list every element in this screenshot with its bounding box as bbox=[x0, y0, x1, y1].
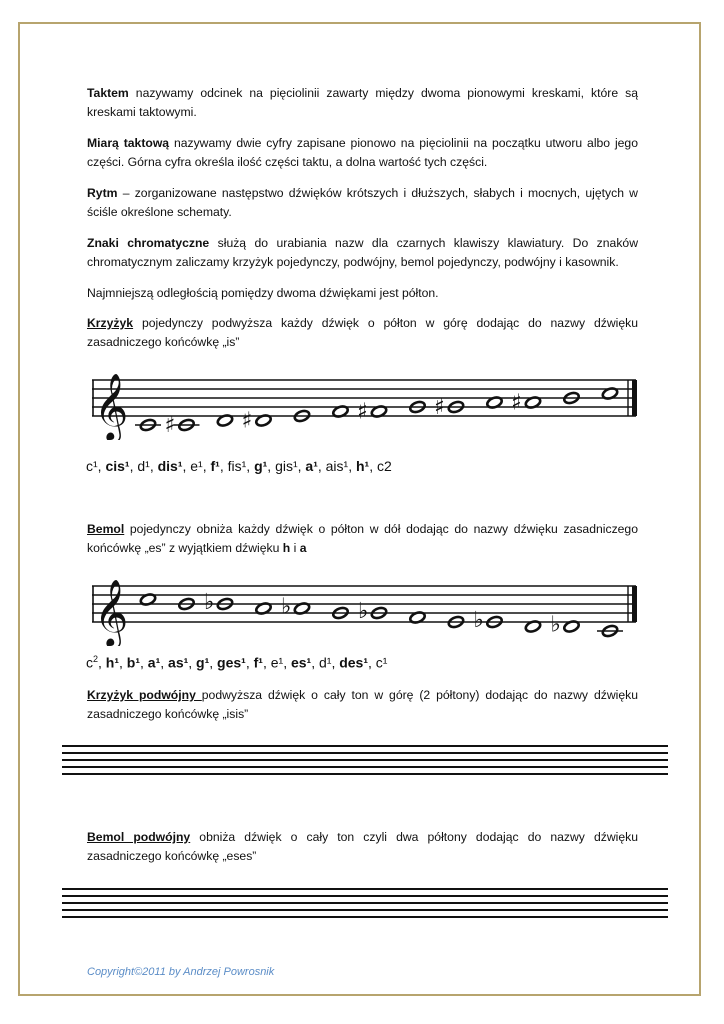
sharp-note-name: a¹ bbox=[305, 458, 318, 474]
text-taktem: nazywamy odcinek na pięciolinii zawarty między dwoma pionowymi kreskami, które są kreskami taktowymi. bbox=[87, 86, 638, 119]
sharp-note-name: h¹ bbox=[355, 458, 370, 474]
text-krzyzyk-podwojny: podwyższa dźwięk o cały ton w górę (2 półtony) dodając do nazwy dźwięku zasadniczego końcówkę „isis” bbox=[87, 688, 638, 721]
flat-note-name: f¹ bbox=[253, 654, 263, 671]
sharp-icon: ♯ bbox=[241, 408, 253, 434]
term-bemol-podwojny: Bemol podwójny bbox=[87, 830, 191, 844]
staff-line bbox=[62, 752, 668, 754]
flat-note-name: es¹ bbox=[290, 654, 312, 671]
staff-line bbox=[62, 909, 668, 911]
flat-note-name: a¹ bbox=[147, 654, 161, 671]
paragraph-krzyzyk-podwojny bbox=[87, 686, 638, 724]
flat-note-names bbox=[86, 654, 387, 671]
flat-icon: ♭ bbox=[473, 608, 484, 633]
sharp-note-name: g¹ bbox=[254, 458, 268, 474]
term-miara-taktowa: Miarą taktową bbox=[87, 136, 170, 150]
name-separator: , bbox=[182, 458, 191, 474]
flat-icon: ♭ bbox=[204, 590, 215, 615]
name-separator: , bbox=[119, 654, 127, 671]
text-polton: Najmniejszą odległością pomiędzy dwoma dźwiękami jest półton. bbox=[87, 286, 439, 300]
flat-scale-staff bbox=[92, 566, 640, 646]
sharp-note-name: c2 bbox=[376, 458, 392, 474]
text-rytm: – zorganizowane następstwo dźwięków krótszych i dłuższych, słabych i mocnych, ujętych w ściśle określone schematy. bbox=[87, 186, 638, 219]
name-separator: , bbox=[368, 654, 376, 671]
paragraph-taktem bbox=[87, 84, 638, 122]
name-separator: , bbox=[297, 458, 306, 474]
flat-note-name: b¹ bbox=[126, 654, 141, 671]
flat-note-name: g¹ bbox=[196, 654, 210, 671]
name-separator: , bbox=[331, 654, 340, 671]
sharp-icon: ♯ bbox=[511, 390, 522, 416]
text-bemol: pojedynczy obniża każdy dźwięk o półton w dół dodając do nazwy dźwięku zasadniczego końcówkę „es” z wyjątkiem dźwięku bbox=[87, 522, 638, 555]
bemol-exception-joiner: i bbox=[290, 541, 300, 555]
term-rytm: Rytm bbox=[87, 186, 118, 200]
name-separator: , bbox=[267, 458, 276, 474]
paragraph-bemol bbox=[87, 520, 638, 558]
flat-icon: ♭ bbox=[550, 612, 561, 638]
sharp-note-name: f¹ bbox=[210, 458, 220, 474]
name-separator: , bbox=[283, 654, 291, 671]
empty-staff-2 bbox=[62, 888, 668, 923]
term-krzyzyk: Krzyżyk bbox=[87, 316, 134, 330]
flat-note-name: ges¹ bbox=[217, 654, 246, 671]
term-bemol: Bemol bbox=[87, 522, 125, 536]
text-miara-taktowa: nazywamy dwie cyfry zapisane pionowo na pięciolinii na początku utworu albo jego części. Górna cyfra określa ilość części taktu, a dolna wartość tych części. bbox=[87, 136, 638, 169]
sharp-note-name: d¹ bbox=[137, 458, 150, 474]
name-separator: , bbox=[149, 458, 158, 474]
paragraph-rytm bbox=[87, 184, 638, 222]
paragraph-polton bbox=[87, 284, 638, 303]
name-separator: , bbox=[160, 654, 169, 671]
term-taktem: Taktem bbox=[87, 86, 129, 100]
name-separator: , bbox=[219, 458, 228, 474]
flat-note-name: c¹ bbox=[375, 654, 388, 671]
staff-line bbox=[62, 902, 668, 904]
flat-note-name: e¹ bbox=[270, 654, 284, 671]
name-separator: , bbox=[209, 654, 218, 671]
paragraph-bemol-podwojny bbox=[87, 828, 638, 866]
name-separator: , bbox=[129, 458, 138, 474]
paragraph-znaki-chromatyczne bbox=[87, 234, 638, 272]
name-separator: , bbox=[98, 654, 106, 671]
bemol-exception-a: a bbox=[299, 541, 307, 555]
sharp-scale-staff bbox=[92, 360, 640, 440]
sharp-icon: ♯ bbox=[357, 399, 368, 425]
text-znaki-chromatyczne: służą do urabiania nazw dla czarnych klawiszy klawiatury. Do znaków chromatycznym zaliczamy krzyżyk pojedynczy, podwójny, bemol pojedynczy, podwójny i kasownik. bbox=[87, 236, 638, 269]
sharp-note-name: cis¹ bbox=[105, 458, 130, 474]
name-separator: , bbox=[140, 654, 148, 671]
final-barline-thick bbox=[632, 380, 637, 416]
empty-staff-1 bbox=[62, 745, 668, 780]
flat-icon: ♭ bbox=[358, 599, 369, 624]
sharp-icon: ♯ bbox=[164, 413, 176, 438]
name-separator: , bbox=[369, 458, 377, 474]
staff-line bbox=[62, 745, 668, 747]
text-bemol-podwojny: obniża dźwięk o cały ton czyli dwa półtony dodając do nazwy dźwięku zasadniczego końcówkę „eses” bbox=[87, 830, 638, 863]
flat-note-name: d¹ bbox=[318, 654, 332, 671]
staff-line bbox=[62, 916, 668, 918]
name-separator: , bbox=[97, 458, 106, 474]
name-separator: , bbox=[246, 458, 255, 474]
sharp-note-name: gis¹ bbox=[275, 458, 298, 474]
staff-line bbox=[62, 888, 668, 890]
flat-note-name: h¹ bbox=[105, 654, 120, 671]
sharp-note-name: e¹ bbox=[190, 458, 203, 474]
text-krzyzyk: pojedynczy podwyższa każdy dźwięk o półton w górę dodając do nazwy dźwięku zasadniczego końcówkę „is” bbox=[87, 316, 638, 349]
sharp-icon: ♯ bbox=[434, 395, 445, 420]
name-separator: , bbox=[188, 654, 197, 671]
flat-note-name-superscript: 2 bbox=[93, 654, 99, 664]
sharp-note-name: c¹ bbox=[86, 458, 98, 474]
sharp-note-name: ais¹ bbox=[325, 458, 349, 474]
paragraph-krzyzyk bbox=[87, 314, 638, 352]
name-separator: , bbox=[311, 654, 319, 671]
flat-icon: ♭ bbox=[281, 594, 292, 620]
name-separator: , bbox=[348, 458, 356, 474]
bemol-exception-h: h bbox=[282, 541, 291, 555]
staff-line bbox=[62, 895, 668, 897]
staff-line bbox=[62, 766, 668, 768]
name-separator: , bbox=[202, 458, 211, 474]
paragraph-miara-taktowa bbox=[87, 134, 638, 172]
flat-note-name: des¹ bbox=[339, 654, 369, 671]
sharp-note-names bbox=[86, 458, 392, 474]
sharp-note-name: dis¹ bbox=[157, 458, 183, 474]
name-separator: , bbox=[262, 654, 271, 671]
term-krzyzyk-podwojny: Krzyżyk podwójny bbox=[87, 688, 202, 702]
staff-line bbox=[62, 773, 668, 775]
name-separator: , bbox=[245, 654, 254, 671]
term-znaki-chromatyczne: Znaki chromatyczne bbox=[87, 236, 210, 250]
copyright-notice: Copyright©2011 by Andrzej Powrosnik bbox=[87, 966, 275, 978]
treble-clef-icon: 𝄞 bbox=[94, 372, 129, 440]
final-barline-thick bbox=[632, 586, 637, 622]
staff-line bbox=[62, 759, 668, 761]
treble-clef-icon: 𝄞 bbox=[94, 578, 129, 646]
flat-note-name: c bbox=[86, 654, 93, 671]
sharp-note-name: fis¹ bbox=[227, 458, 247, 474]
name-separator: , bbox=[317, 458, 326, 474]
flat-note-name: as¹ bbox=[168, 654, 189, 671]
